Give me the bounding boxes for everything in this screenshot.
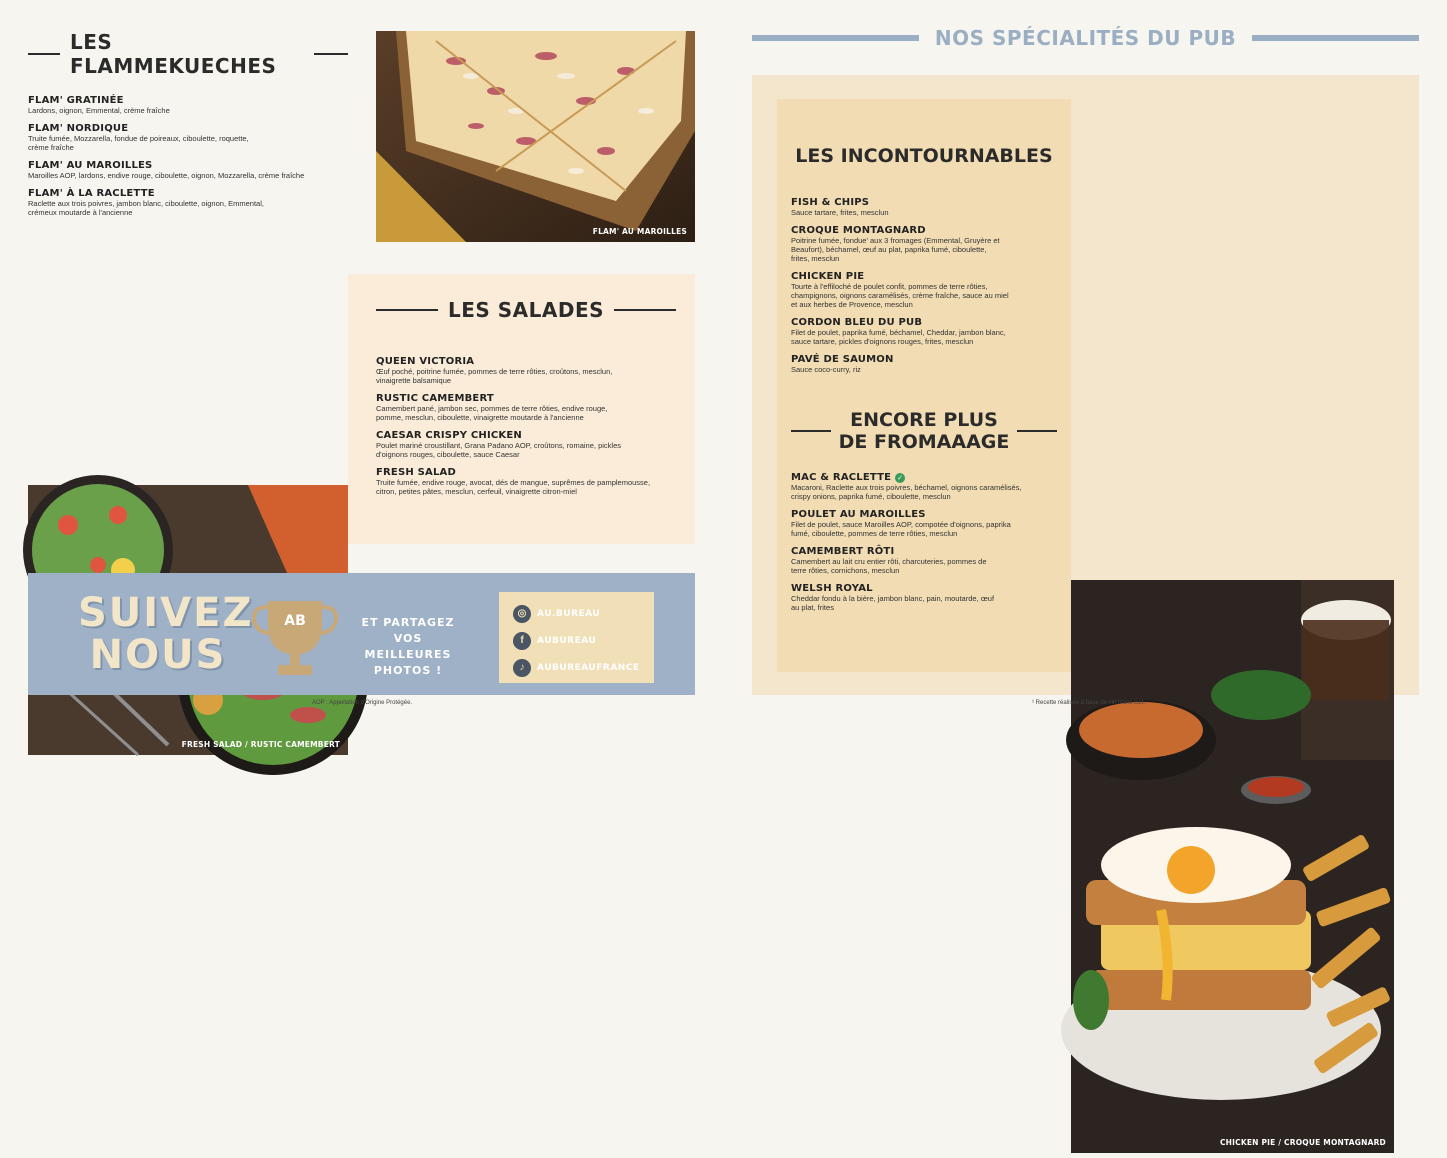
croque-illustration (1071, 580, 1394, 1153)
item-desc: Sauce coco-curry, riz (791, 365, 861, 374)
item-name: POULET AU MAROILLES (791, 509, 926, 520)
item-desc: Sauce tartare, frites, mesclun (791, 208, 889, 217)
social-label: AUBUREAU (537, 635, 597, 646)
item-desc: Raclette aux trois poivres, jambon blanc, ciboulette, oignon, Emmental, crémeux moutarde à l'ancienne (28, 199, 264, 217)
item-desc: Macaroni, Raclette aux trois poivres, béchamel, oignons caramélisés, crispy onions, paprika fumé, ciboulette, mesclun (791, 483, 1022, 501)
menu-item (376, 430, 676, 459)
social-facebook[interactable] (513, 627, 640, 654)
instagram-icon: ◎ (513, 605, 531, 623)
title-rule-right (1252, 35, 1419, 41)
photo-caption: FRESH SALAD / RUSTIC CAMEMBERT (181, 740, 340, 749)
fromage-title-line2: DE FROMAAAGE (838, 431, 1010, 453)
specialites-title: NOS SPÉCIALITÉS DU PUB (934, 26, 1237, 50)
item-name (791, 472, 1061, 483)
title-rule-right (614, 309, 676, 311)
menu-item (28, 188, 348, 217)
menu-item (791, 472, 1061, 501)
title-rule-right (314, 53, 348, 55)
menu-item (791, 509, 1061, 538)
item-name-text: MAC & RACLETTE (791, 472, 892, 483)
menu-item (28, 95, 348, 115)
item-name: QUEEN VICTORIA (376, 356, 475, 367)
specialites-photo (1071, 580, 1394, 1153)
salades-panel (348, 274, 695, 544)
share-line-2: VOS MEILLEURES (364, 632, 452, 661)
specialites-header (752, 26, 1419, 50)
item-name: PAVÉ DE SAUMON (791, 354, 894, 365)
vegetarian-icon: ✓ (897, 473, 904, 482)
salades-title: LES SALADES (447, 298, 605, 322)
item-name: FLAM' À LA RACLETTE (28, 188, 155, 199)
item-name: FLAM' GRATINÉE (28, 95, 124, 106)
salades-list (376, 356, 676, 504)
title-rule-left (752, 35, 919, 41)
title-rule-left (791, 430, 831, 432)
item-desc: Camembert pané, jambon sec, pommes de terre rôties, endive rouge, pomme, mesclun, ciboulette, vinaigrette moutarde à l'ancienne (376, 404, 608, 422)
item-name: CROQUE MONTAGNARD (791, 225, 926, 236)
flammekueches-title: LES FLAMMEKUECHES (70, 30, 277, 78)
social-label: AUBUREAUFRANCE (537, 662, 640, 673)
social-tiktok[interactable] (513, 654, 640, 681)
item-desc: Poulet mariné croustillant, Grana Padano AOP, croûtons, romaine, pickles d'oignons rouges, ciboulette, sauce Caesar (376, 441, 621, 459)
specialites-panel (777, 99, 1071, 672)
menu-item (791, 583, 1061, 612)
menu-item (791, 546, 1061, 575)
social-instagram[interactable] (513, 600, 640, 627)
title-rule-right (1017, 430, 1057, 432)
menu-item (791, 354, 1061, 374)
nous-text: NOUS (89, 632, 227, 678)
title-rule-left (28, 53, 60, 55)
footnote-right: ¹ Recette réalisée à base de vin blanc cuit. (1032, 700, 1146, 706)
menu-item (28, 123, 348, 152)
tiktok-icon: ♪ (513, 659, 531, 677)
suivez-nous-logo (78, 590, 254, 678)
menu-item (376, 393, 676, 422)
item-name: FLAM' NORDIQUE (28, 123, 129, 134)
item-desc: Truite fumée, Mozzarella, fondue de poireaux, ciboulette, roquette, crème fraîche (28, 134, 249, 152)
item-desc: Filet de poulet, sauce Maroilles AOP, compotée d'oignons, paprika fumé, ciboulette, pommes de terre rôties, mesclun (791, 520, 1011, 538)
title-rule-left (376, 309, 438, 311)
fromage-title (839, 409, 1010, 453)
menu-item (791, 317, 1061, 346)
item-desc: Tourte à l'effiloché de poulet confit, pommes de terre rôties, champignons, oignons caramélisés, crème fraîche, sauce au miel et aux herbes de Provence, mesclun (791, 282, 1009, 309)
share-line-3: PHOTOS ! (373, 664, 443, 677)
footnote-left: AOP : Appellation d'Origine Protégée. (312, 700, 413, 706)
item-desc: Truite fumée, endive rouge, avocat, dés de mangue, suprêmes de pamplemousse, citron, petites pâtes, mesclun, cerfeuil, vinaigrette citron-miel (376, 478, 651, 496)
flammekueche-photo (376, 31, 695, 242)
suivez-text: SUIVEZ (78, 590, 254, 636)
item-name: CORDON BLEU DU PUB (791, 317, 923, 328)
item-desc: Camembert au lait cru entier rôti, charcuteries, pommes de terre rôties, cornichons, mesclun (791, 557, 987, 575)
menu-item (376, 467, 676, 496)
flammekueche-illustration (376, 31, 695, 242)
menu-item (791, 197, 1061, 217)
item-name: RUSTIC CAMEMBERT (376, 393, 494, 404)
menu-item (28, 160, 348, 180)
follow-banner (28, 573, 695, 695)
item-desc: Maroilles AOP, lardons, endive rouge, ciboulette, oignon, Mozzarella, crème fraîche (28, 171, 305, 180)
fromage-title-line1: ENCORE PLUS (850, 409, 998, 431)
fromage-header (791, 409, 1057, 453)
social-links (499, 592, 654, 683)
salades-header (376, 298, 676, 322)
item-desc: Poitrine fumée, fondue' aux 3 fromages (Emmental, Gruyère et Beaufort), béchamel, œuf au plat, paprika fumé, ciboulette, frites, mesclun (791, 236, 1000, 263)
item-desc: Cheddar fondu à la bière, jambon blanc, pain, moutarde, œuf au plat, frites (791, 594, 995, 612)
incontournables-list (791, 197, 1061, 382)
photo-caption: FLAM' AU MAROILLES (592, 227, 687, 236)
incontournables-title: LES INCONTOURNABLES (795, 145, 1053, 167)
item-name: CHICKEN PIE (791, 271, 865, 282)
social-label: AU.BUREAU (537, 608, 601, 619)
flammekueches-list (28, 95, 348, 225)
trophy-label: AB (284, 613, 306, 629)
item-name: WELSH ROYAL (791, 583, 873, 594)
trophy-icon (250, 595, 340, 680)
item-name: FLAM' AU MAROILLES (28, 160, 153, 171)
fromage-list (791, 472, 1061, 620)
flammekueches-header (28, 30, 348, 78)
menu-item (376, 356, 676, 385)
menu-item (791, 271, 1061, 309)
item-desc: Lardons, oignon, Emmental, crème fraîche (28, 106, 170, 115)
share-line-1: ET PARTAGEZ (361, 616, 455, 629)
item-name: FRESH SALAD (376, 467, 456, 478)
item-name: CAESAR CRISPY CHICKEN (376, 430, 522, 441)
item-name: CAMEMBERT RÔTI (791, 546, 895, 557)
item-name: FISH & CHIPS (791, 197, 870, 208)
facebook-icon: f (513, 632, 531, 650)
share-text (348, 615, 468, 679)
item-desc: Œuf poché, poitrine fumée, pommes de terre rôties, croûtons, mesclun, vinaigrette balsamique (376, 367, 613, 385)
menu-item (791, 225, 1061, 263)
photo-caption: CHICKEN PIE / CROQUE MONTAGNARD (1219, 1138, 1386, 1147)
item-desc: Filet de poulet, paprika fumé, béchamel, Cheddar, jambon blanc, sauce tartare, pickles d'oignons rouges, frites, mesclun (791, 328, 1006, 346)
